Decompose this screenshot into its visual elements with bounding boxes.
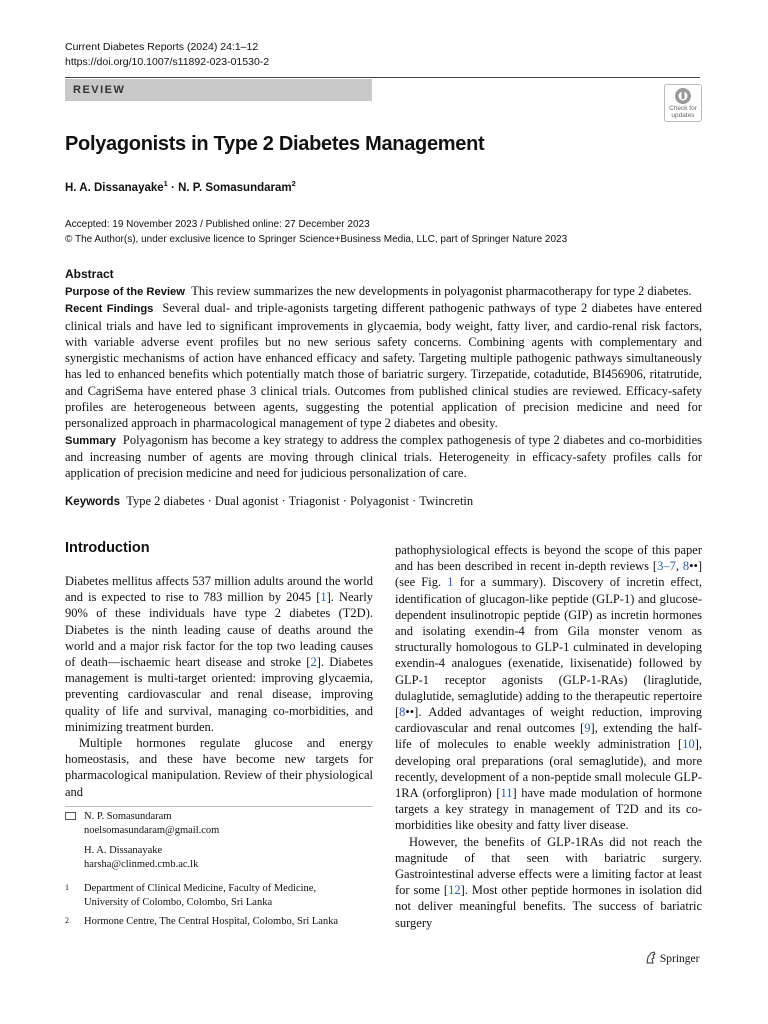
keywords-label: Keywords (65, 496, 120, 508)
envelope-icon (65, 812, 76, 820)
corr-author-name: N. P. Somasundaram (84, 811, 172, 822)
keywords (65, 494, 473, 509)
abstract-findings (65, 300, 702, 431)
findings-text: Several dual- and triple-agonists targeting different pathogenic pathways of type 2 diabetes have entered clinical trials and have led to significant improvements in glycaemia, body weight, fatty liver, and cardio-renal risk factors, with variable adverse event profiles but no new serious safety concerns. Combining agents with complementary and synergistic mechanisms of action have enhanced efficacy and safety. Targeting multiple pathogenic pathways simultaneously has led to enhanced benefits which potentially match those of bariatric surgery. Tirzepatide, cotadutide, BI456906, ritatrutide, and CagriSema have entered phase 3 clinical trials. Outcomes from published clinical studies are reviewed. Efficacy-safety profiles are heterogeneous between agents, suggesting the potential application of precision medicine and need for personalized approach in pharmacological management of type 2 diabetes and obesity. (65, 301, 702, 431)
intro-paragraph-4: However, the benefits of GLP-1RAs did not reach the magnitude of that seen with bariatric surgery. Gastrointestinal adverse effects were a limiting factor at least for some [12]. Most other peptide hormones in isolation did not deliver meaningful benefits. The success of bariatric surgery (395, 834, 702, 930)
introduction-heading: Introduction (65, 540, 150, 556)
column-left (65, 573, 373, 800)
affiliation-2-number: 2 (65, 916, 69, 925)
copyright-notice: © The Author(s), under exclusive licence to Springer Science+Business Media, LLC, part of Springer Nature 2023 (65, 233, 568, 245)
citation-link[interactable]: 9 (584, 721, 591, 736)
article-title: Polyagonists in Type 2 Diabetes Management (65, 133, 485, 155)
summary-text: Polyagonism has become a key strategy to address the complex pathogenesis of type 2 diabetes and co-morbidities and increasing number of agents are moving through clinical trials. Heterogeneity in efficacy-safety profiles calls for application of precision medicine and need for judicious personalization of care. (65, 432, 702, 481)
header-divider (65, 77, 700, 78)
intro-paragraph-2: Multiple hormones regulate glucose and energy homeostasis, and these have become new targets for pharmacological manipulation. Review of their physiological and (65, 736, 373, 799)
author-2-affiliation: 2 (291, 179, 296, 188)
check-updates-icon (674, 87, 692, 105)
publisher-name: Springer (659, 953, 700, 965)
check-for-updates-badge[interactable] (664, 84, 702, 122)
corr-author-email[interactable]: noelsomasundaram@gmail.com (84, 825, 220, 836)
author-list (65, 179, 296, 194)
author-2[interactable]: N. P. Somasundaram (178, 181, 292, 194)
abstract-body (65, 283, 702, 482)
publisher-logo (645, 951, 699, 965)
findings-label: Recent Findings (65, 303, 154, 316)
journal-header (65, 40, 269, 70)
footnote-divider (65, 806, 373, 807)
affiliation-1: Department of Clinical Medicine, Faculty of Medicine, University of Colombo, Colombo, Sri Lanka (84, 883, 317, 908)
citation-link[interactable]: 10 (682, 737, 695, 752)
citation-link[interactable]: 8 (399, 705, 406, 720)
publication-dates (65, 218, 567, 247)
citation-link[interactable]: 1 (320, 590, 327, 605)
journal-citation: Current Diabetes Reports (2024) 24:1–12 (65, 41, 259, 53)
abstract-summary (65, 432, 702, 482)
abstract-heading: Abstract (65, 267, 114, 281)
column-right (395, 542, 702, 931)
citation-link[interactable]: 2 (310, 655, 317, 670)
summary-label: Summary (65, 434, 116, 447)
accepted-published: Accepted: 19 November 2023 / Published online: 27 December 2023 (65, 219, 370, 230)
check-badge-line2: updates (671, 112, 695, 119)
section-label: REVIEW (65, 79, 372, 101)
intro-paragraph-3: pathophysiological effects is beyond the scope of this paper and has been described in recent in-depth reviews [3–7, 8••] (see Fig. 1 for a summary). Discovery of incretin effect, identification of glucagon-like peptide (GLP-1) and glucose-dependent insulinotropic peptide (GIP) as incretin hormones and isolating exendin-4 from Gila monster venom as structurally homologous to GLP-1 culminated in developing exendin-4 analogues (exenatide, lixisenatide) followed by GLP-1 receptor agonists (GLP-1-RAs) (liraglutide, dulaglutide, semaglutide) adding to the therapeutic repertoire [8••]. Added advantages of weight reduction, improving cardiovascular and renal outcomes [9], extending the half-life of molecules to enable weekly administration [10], developing oral preparations (oral semaglutide), and more recently, development of a non-peptide small molecule GLP-1RA (orforglipron) [11] have made modulation of hormone targets a key strategy in management of T2D and its co-morbidities like obesity and fatty liver disease. (395, 543, 702, 833)
abstract-purpose (65, 283, 702, 300)
author-2-email[interactable]: harsha@clinmed.cmb.ac.lk (84, 859, 199, 870)
springer-horse-icon (645, 951, 657, 964)
author-separator: · (167, 181, 179, 194)
citation-link[interactable]: 11 (500, 786, 513, 801)
purpose-text: This review summarizes the new developments in polyagonist pharmacotherapy for type 2 diabetes. (191, 284, 692, 298)
affiliation-2: Hormone Centre, The Central Hospital, Colombo, Sri Lanka (84, 916, 339, 927)
author-2-name: H. A. Dissanayake (84, 845, 163, 856)
figure-link[interactable]: 1 (447, 575, 454, 590)
citation-link[interactable]: 3–7 (657, 559, 676, 574)
citation-link[interactable]: 12 (448, 883, 461, 898)
citation-link[interactable]: 8 (682, 559, 690, 574)
author-1-affiliation: 1 (163, 179, 168, 188)
journal-doi[interactable]: https://doi.org/10.1007/s11892-023-01530-2 (65, 56, 270, 68)
check-badge-line1: Check for (669, 105, 697, 112)
intro-paragraph-1: Diabetes mellitus affects 537 million adults around the world and is expected to rise to 783 million by 2045 [1]. Nearly 90% of these individuals have type 2 diabetes (T2D). Diabetes is the ninth leading cause of deaths around the world and a major risk factor for the top two leading causes of death—ischaemic heart disease and stroke [2]. Diabetes management is multi-target oriented: improving glycaemia, preventing cardiovascular and renal disease, improving quality of life and survival, managing co-morbidities, and minimizing treatment burden. (65, 574, 373, 734)
author-1[interactable]: H. A. Dissanayake (65, 181, 164, 194)
corresponding-author (84, 810, 219, 872)
keywords-text: Type 2 diabetes · Dual agonist · Triagonist · Polyagonist · Twincretin (126, 494, 474, 508)
affiliation-1-number: 1 (65, 883, 69, 892)
purpose-label: Purpose of the Review (65, 286, 185, 298)
